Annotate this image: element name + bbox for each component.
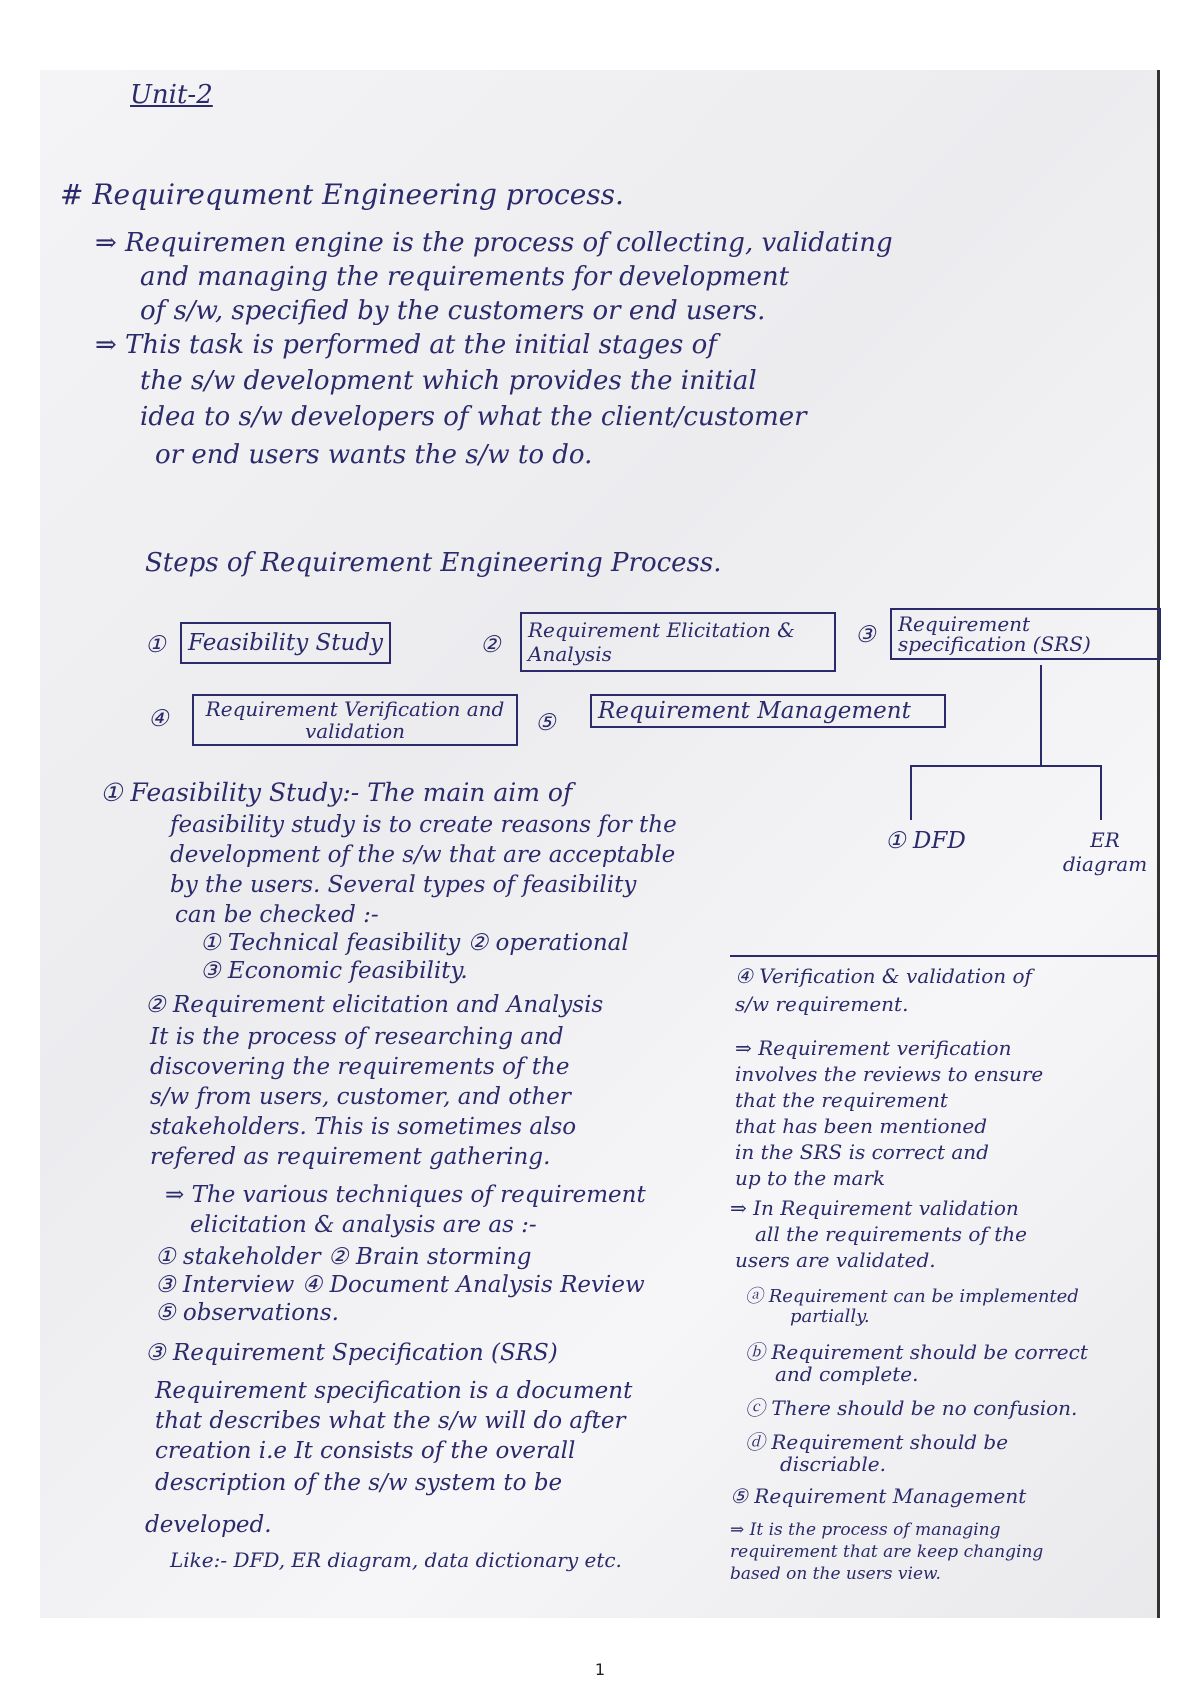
text-line: feasibility study is to create reasons for the xyxy=(170,812,677,838)
text-line: can be checked :- xyxy=(175,902,379,928)
text-line: ③ Interview ④ Document Analysis Review xyxy=(155,1272,645,1298)
text-line: ⇒ The various techniques of requirement xyxy=(165,1182,646,1208)
connector-line xyxy=(1040,665,1042,765)
text-line: creation i.e It consists of the overall xyxy=(155,1438,576,1464)
page-number: 1 xyxy=(594,1660,606,1679)
text-line: developed. xyxy=(145,1512,272,1538)
text-line: ③ Economic feasibility. xyxy=(200,958,468,984)
text-line: description of the s/w system to be xyxy=(155,1470,563,1496)
text-line: ① stakeholder ② Brain storming xyxy=(155,1244,532,1270)
page-title: # Requirequment Engineering process. xyxy=(60,178,624,211)
text-line: development of the s/w that are acceptable xyxy=(170,842,676,868)
text-line: that the requirement xyxy=(735,1088,948,1112)
text-line: the s/w development which provides the initial xyxy=(140,366,757,396)
text-line: ⇒ Requiremen engine is the process of collecting, validating xyxy=(95,228,893,258)
step-box-management: Requirement Management xyxy=(590,694,946,728)
step-box-feasibility: Feasibility Study xyxy=(180,622,391,664)
text-line: idea to s/w developers of what the client/customer xyxy=(140,402,807,432)
step-box-elicitation: Requirement Elicitation & Analysis xyxy=(520,612,836,672)
section-heading: ① Feasibility Study:- The main aim of xyxy=(100,778,573,807)
connector-line xyxy=(910,765,1100,767)
text-line: Requirement specification is a document xyxy=(155,1378,633,1404)
unit-label: Unit-2 xyxy=(130,80,213,110)
arrow-er xyxy=(1100,765,1102,820)
section-heading: ② Requirement elicitation and Analysis xyxy=(145,992,604,1018)
text-line: ⓐ Requirement can be implemented xyxy=(745,1286,1079,1307)
text-line: users are validated. xyxy=(735,1248,936,1272)
step-number: ② xyxy=(480,632,501,658)
text-line: up to the mark xyxy=(735,1166,886,1190)
text-line: ⓒ There should be no confusion. xyxy=(745,1396,1078,1420)
step-box-srs: Requirement specification (SRS) xyxy=(890,608,1161,660)
text-line: in the SRS is correct and xyxy=(735,1140,989,1164)
text-line: by the users. Several types of feasibility xyxy=(170,872,637,898)
step-box-verification: Requirement Verification and validation xyxy=(192,694,518,746)
text-line: all the requirements of the xyxy=(755,1222,1027,1246)
branch-dfd: ① DFD xyxy=(885,828,966,854)
section-heading: ③ Requirement Specification (SRS) xyxy=(145,1340,558,1366)
text-line: that has been mentioned xyxy=(735,1114,988,1138)
text-line: partially. xyxy=(790,1306,870,1327)
text-line: It is the process of researching and xyxy=(150,1024,564,1050)
steps-heading: Steps of Requirement Engineering Process. xyxy=(145,548,722,578)
section-heading: ④ Verification & validation of s/w requirement. xyxy=(735,964,1032,1016)
text-line: that describes what the s/w will do after xyxy=(155,1408,626,1434)
branch-er-diagram: ER diagram xyxy=(1062,828,1148,876)
text-line: s/w from users, customer, and other xyxy=(150,1084,571,1110)
text-line: ⓑ Requirement should be correct xyxy=(745,1340,1088,1364)
section-heading: ⑤ Requirement Management xyxy=(730,1484,1027,1508)
text-line: discriable. xyxy=(780,1452,886,1476)
text-line: ⓓ Requirement should be xyxy=(745,1430,1009,1454)
text-line: stakeholders. This is sometimes also xyxy=(150,1114,577,1140)
step-number: ④ xyxy=(148,706,169,732)
text-line: of s/w, specified by the customers or end users. xyxy=(140,296,766,326)
text-line: ① Technical feasibility ② operational xyxy=(200,930,629,956)
text-line: discovering the requirements of the xyxy=(150,1054,570,1080)
text-line: ⇒ In Requirement validation xyxy=(730,1196,1019,1220)
text-line: ⇒ This task is performed at the initial stages of xyxy=(95,330,717,360)
divider xyxy=(730,955,1160,957)
text-line: based on the users view. xyxy=(730,1564,941,1584)
step-number: ③ xyxy=(855,622,876,648)
text-line: and complete. xyxy=(775,1362,919,1386)
text-line: requirement that are keep changing xyxy=(730,1542,1044,1562)
text-line: ⇒ It is the process of managing xyxy=(730,1520,1001,1540)
text-line: elicitation & analysis are as :- xyxy=(190,1212,537,1238)
step-number: ① xyxy=(145,632,166,658)
text-line: and managing the requirements for development xyxy=(140,262,790,292)
text-line: involves the reviews to ensure xyxy=(735,1062,1044,1086)
text-line: ⑤ observations. xyxy=(155,1300,339,1326)
text-line: Like:- DFD, ER diagram, data dictionary etc. xyxy=(170,1548,622,1572)
text-line: refered as requirement gathering. xyxy=(150,1144,551,1170)
arrow-dfd xyxy=(910,765,912,820)
step-number: ⑤ xyxy=(535,710,556,736)
text-line: or end users wants the s/w to do. xyxy=(155,440,593,470)
text-line: ⇒ Requirement verification xyxy=(735,1036,1012,1060)
